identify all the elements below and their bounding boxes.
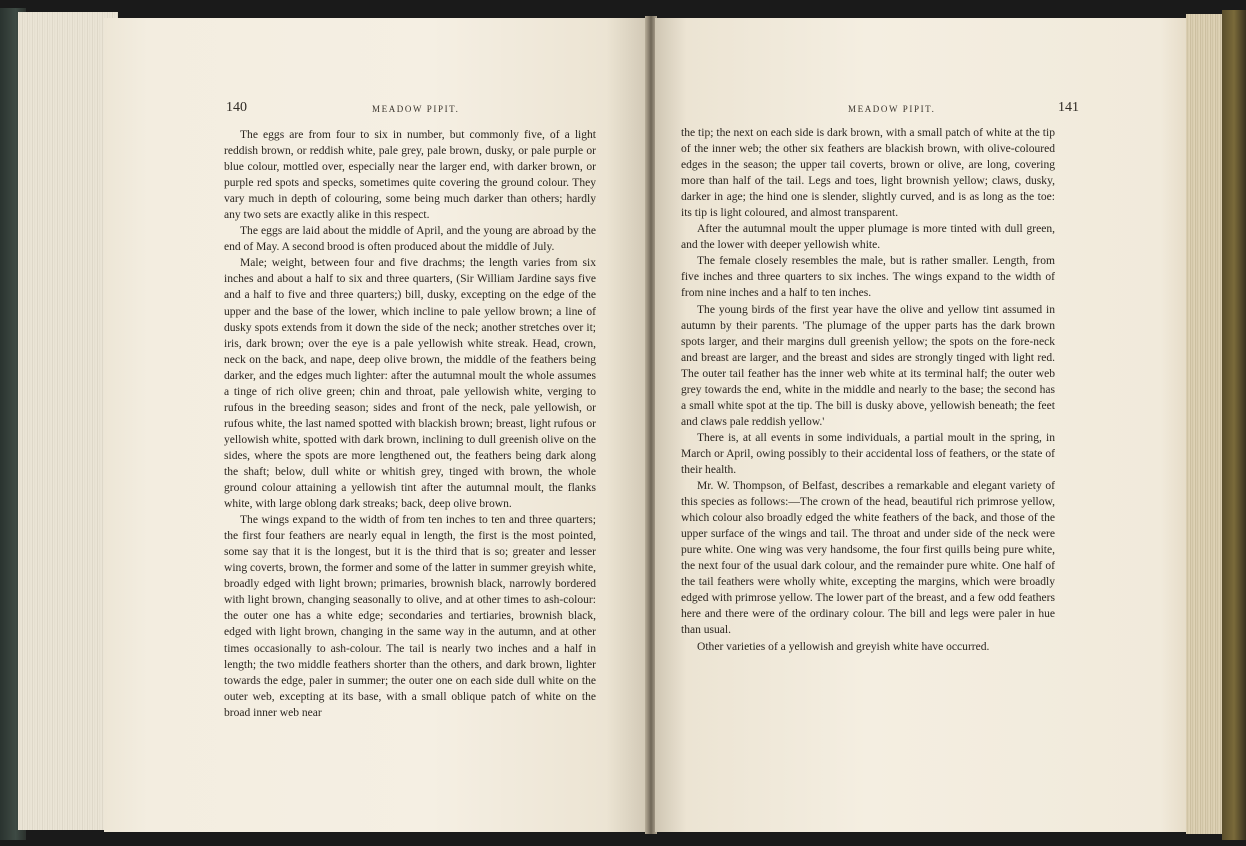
right-paragraph-1: the tip; the next on each side is dark brown, with a small patch of white at the tip of the inner web; the other six feathers are blackish brown, with olive-coloured edges in the season; the upper tail coverts, brown or olive, are long, covering more than half of the tail. Legs and toes, light brownish yellow; claws, dusky, darker in age; the hind one is slender, slightly curved, and is as long as the toe: its tip is light coloured, and almost transparent. [681, 127, 1055, 220]
left-paragraph-4: The wings expand to the width of from ten inches to ten and three quarters; the first four feathers are nearly equal in length, the first is the most pointed, some say that it is the longest, but it is the third that is so; greater and lesser wing coverts, brown, the former and some of the latter in summer greyish white, broadly edged with light brown; primaries, brownish black, narrowly bordered with light brown, changing seasonally to olive, and at other times to ash-colour: the outer one has a white edge; secondaries and tertiaries, brownish black, edged with light brown, changing in the same way in the autumn, and at other times occasionally to ash-colour. The tail is nearly two inches and a half in length; the two middle feathers shorter than the others, and dark brown, lighter towards the edge, paler in summer; the outer one on each side dull white on the outer web, excepting at its base, with a small oblique patch of white on the broad inner web near [224, 514, 596, 719]
right-paragraph-4: The young birds of the first year have the olive and yellow tint assumed in autumn by their parents. 'The plumage of the upper parts has the dark brown spots larger, and their margins dull greenish yellow; the spots on the fore-neck and breast are larger, and the breast and sides are strongly tinged with light red. The outer tail feather has the inner web white at its terminal half; the outer web grey towards the end, white in the middle and nearly to the base; the second has a small white spot at the tip. The bill is dusky above, yellowish beneath; the feet and claws pale reddish yellow.' [681, 303, 1055, 428]
right-paragraph-3: The female closely resembles the male, but is rather smaller. Length, from five inches and three quarters to six inches. The wings expand to the width of from nine inches and a half to ten inches. [681, 255, 1055, 300]
left-page-number: 140 [226, 100, 247, 115]
right-running-head: MEADOW PIPIT. [848, 104, 936, 114]
right-paragraph-7: Other varieties of a yellowish and greyish white have occurred. [697, 640, 990, 653]
left-paragraph-3: Male; weight, between four and five drachms; the length varies from six inches and about a half to six and three quarters, (Sir William Jardine says five and a half to five and three quarters;) bill, dusky, excepting on the edge of the upper and the base of the lower, which incline to pale yellow brown; a line of dusky spots extends from it down the side of the neck; another stretches over it; iris, dark brown; over the eye is a pale yellowish white streak. Head, crown, neck on the back, and nape, deep olive brown, the middle of the feathers being darker, and the edges much lighter: after the autumnal moult the whole assumes a tinge of rich olive green; chin and throat, pale yellowish white, verging to rufous in the breeding season; sides and front of the neck, pale yellowish, or rufous white, the last named spotted with blackish brown; breast, light rufous or yellowish white, spotted with dark brown, inclining to dull greenish olive on the sides, where the spots are more lengthened out, the feathers being dark along the shaft; below, dull white or whitish grey, tinged with brown, the whole ground colour attaining a yellowish tint after the autumnal moult, the flanks white, with large oblong dark streaks; back, deep olive brown. [224, 257, 596, 511]
right-paragraph-2: After the autumnal moult the upper plumage is more tinted with dull green, and the lower with deeper yellowish white. [681, 223, 1055, 252]
left-paragraph-2: The eggs are laid about the middle of April, and the young are abroad by the end of May. A second brood is often produced about the middle of July. [224, 225, 596, 254]
right-page-body [681, 125, 1055, 655]
right-paragraph-5: There is, at all events in some individuals, a partial moult in the spring, in March or April, owing possibly to their accidental loss of feathers, or the state of their health. [681, 431, 1055, 476]
book-cover-right [1222, 10, 1246, 840]
page-edges-right [1186, 14, 1226, 834]
left-running-head: MEADOW PIPIT. [372, 104, 460, 114]
left-page-body [224, 127, 596, 721]
right-page-number: 141 [1058, 100, 1079, 115]
right-paragraph-6: Mr. W. Thompson, of Belfast, describes a remarkable and elegant variety of this species as follows:—The crown of the head, beautiful rich primrose yellow, which colour also broadly edged the white feathers of the back, and those of the upper surface of the wings and tail. The throat and under side of the neck were pure white. One wing was very handsome, the four first quills being pure white, the next four of the usual dark colour, and the remainder pure white. One half of the tail feathers were wholly white, excepting the margins, which were broadly edged with primrose yellow. The lower part of the breast, and a few odd feathers here and there were of the ordinary colour. The bill and legs were paler in hue than usual. [681, 480, 1055, 637]
page-edges-left [18, 12, 118, 830]
left-paragraph-1: The eggs are from four to six in number, but commonly five, of a light reddish brown, or reddish white, pale grey, pale brown, dusky, or pale purple or blue colour, mottled over, especially near the larger end, with darker brown, or purple red spots and specks, sometimes quite covering the ground colour. They vary much in depth of colouring, some being much darker than others; hardly any two sets are exactly alike in this respect. [224, 129, 596, 222]
